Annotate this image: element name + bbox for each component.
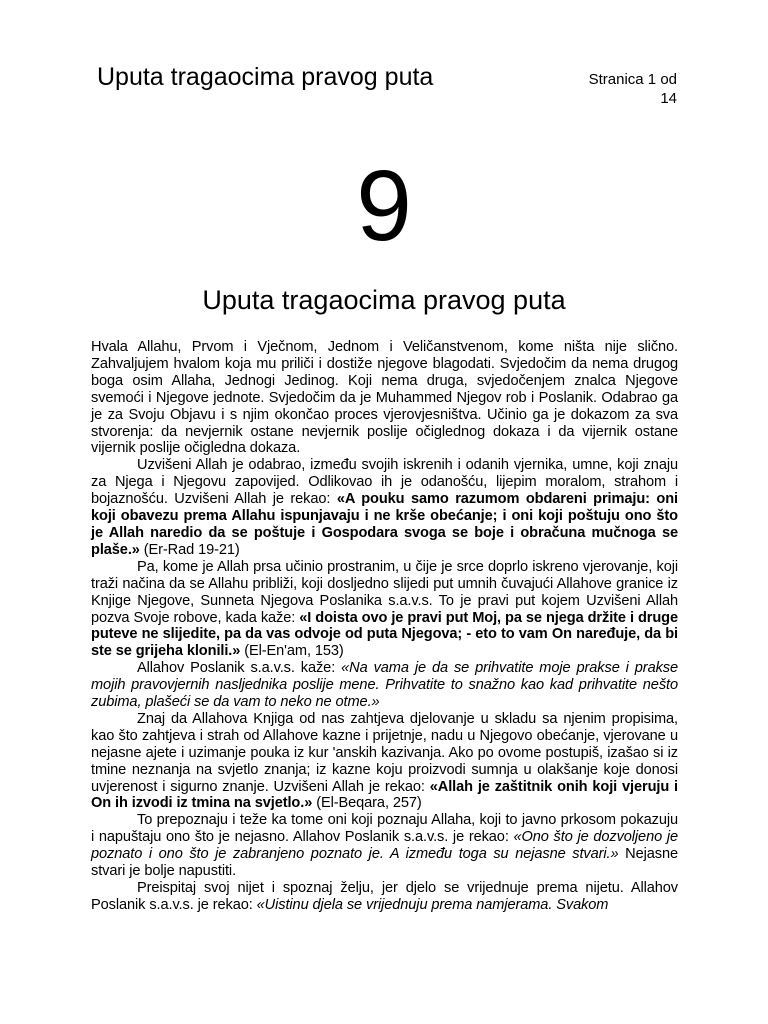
hadith-quote: «Ono što je dozvoljeno je poznato i ono što je zabranjeno poznato je. A između toga su nejasne stvari.» [91, 829, 679, 863]
paragraph-text: Uzvišeni Allah je odabrao, između svojih iskrenih i odanih vjernika, umne, koji znaju za Njega i Njegovu zapovijed. Odlikovao ih je odanošću, lijepim moralom, strahom i bojaznošću. Uzvišeni Allah je rekao: [91, 457, 678, 508]
paragraph-text: Znaj da Allahova Knjiga od nas zahtjeva djelovanje u skladu sa njenim propisima, kao što zahtjeva i strah od Allahove kazne i prijetnje, nadu u Njegovo obećanje, vjerovane u nejasne ajete i uzimanje pouka iz kur 'anskih kazivanja. Ako po ovome postupiš, izašao si iz tmine neznanja na svjetlo znanja; iz kazne koju proizvodi sumnja u olakšanje koje donosi uvjerenost i sigurno znanje. Uzvišeni Allah je rekao: [91, 710, 678, 795]
paragraph-text: Pa, kome je Allah prsa učinio prostranim, u čije je srce doprlo iskreno vjerovanje, koji traži načina da se Allahu približi, koji dosljedno slijedi put umnih čuvajući Allahove granice iz Knjige Njegove, Sunneta Njegova Poslanika s.a.v.s. To je pravi put kojem Uzvišeni Allah pozva Svoje robove, kada kaže: [91, 558, 678, 626]
quran-quote: «I doista ovo je pravi put Moj, pa se njega držite i druge puteve ne slijedite, pa da vas odvoje od puta Njegova; - eto to vam On naređuje, da bi ste se grijeha klonili.» [91, 609, 679, 660]
hadith-quote: «Na vama je da se prihvatite moje prakse i prakse mojih pravovjernih nasljednika poslije mene. Prihvatite to snažno kao kad prihvatite nešto zubima, plašeći se da vam to neko ne otme.» [91, 660, 678, 711]
chapter-number: 9 [356, 150, 412, 262]
body-paragraph [91, 457, 678, 558]
body-paragraph [91, 880, 678, 914]
paragraph-text: (El-En'am, 153) [240, 643, 344, 660]
paragraph-text: To prepoznaju i teže ka tome oni koji poznaju Allaha, koji to javno prkosom pokazuju i napuštaju ono što je nejasno. Allahov Poslanik s.a.v.s. je rekao: [91, 812, 678, 846]
paragraph-text: (Er-Rad 19-21) [139, 541, 240, 558]
body-paragraph [91, 559, 678, 660]
page-counter-label: Stranica 1 od [588, 71, 677, 88]
body-text [91, 339, 678, 914]
chapter-title: Uputa tragaocima pravog puta [202, 285, 566, 315]
running-header-title: Uputa tragaocima pravog puta [97, 63, 434, 91]
hadith-quote: «Uistinu djela se vrijednuju prema namjerama. Svakom [256, 896, 609, 913]
paragraph-text: Allahov Poslanik s.a.v.s. kaže: [137, 660, 342, 677]
page-counter-total: 14 [660, 90, 677, 107]
paragraph-text: Preispitaj svoj nijet i spoznaj želju, jer djelo se vrijednuje prema nijetu. Allahov Poslanik s.a.v.s. je rekao: [91, 880, 678, 913]
paragraph-text: Nejasne stvari je bolje napustiti. [91, 846, 678, 880]
quran-quote: «Allah je zaštitnik onih koji vjeruju i On ih izvodi iz tmina na svjetlo.» [91, 778, 678, 812]
body-paragraph [91, 339, 678, 457]
quran-quote: «A pouku samo razumom obdareni primaju: oni koji obavezu prema Allahu ispunjavaju i ne krše obećanje; i oni koji poštuju ono što je Allah naredio da se poštuje i Gospodara svoga se boje i obračuna mučnoga se plaše.» [91, 491, 678, 558]
body-paragraph [91, 711, 678, 812]
page-counter [560, 70, 677, 108]
paragraph-text: (El-Beqara, 257) [312, 795, 422, 812]
body-paragraph [91, 660, 678, 711]
body-paragraph [91, 812, 678, 880]
paragraph-text: Hvala Allahu, Prvom i Vječnom, Jednom i Veličanstvenom, kome ništa nije slično. Zahvaljujem hvalom koja mu priliči i dostiže njegove blagodati. Svjedočim da nema drugog boga osim Allaha, Jednogi Jedinog. Koji nema druga, svjedočenjem znalca Njegove svemoći i Njegove jednote. Svjedočim da je Muhammed Njegov rob i Poslanik. Odabrao ga je za Svoju Objavu i s njim okončao proces vjerovjesništva. Učinio ga je dokazom za sva stvorenja: da nevjernik ostane nevjernik poslije očiglednog dokaza i da vijernik ostane vijernik poslije očigledna dokaza. [91, 339, 678, 457]
